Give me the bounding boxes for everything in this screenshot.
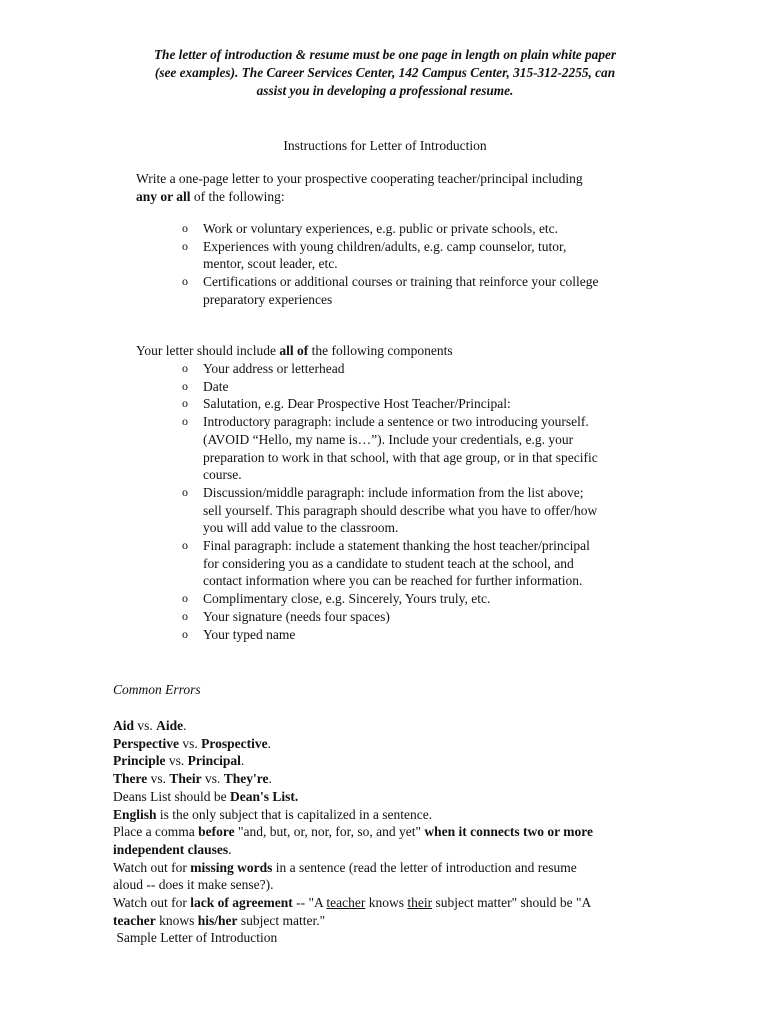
error-term: independent clauses [113, 841, 229, 857]
list-item-text: for considering you as a candidate to student teach at the school, and [203, 555, 574, 571]
list-item-text: contact information where you can be reached for further information. [203, 573, 583, 589]
sample-letter-heading: Sample Letter of Introduction [113, 930, 278, 946]
list-item-text: course. [203, 467, 242, 483]
instructions-title: Instructions for Letter of Introduction [283, 138, 487, 153]
list-item-text: preparation to work in that school, with that age group, or in that specific [203, 449, 598, 465]
error-term: Dean's List. [230, 788, 299, 804]
list-item [182, 395, 598, 413]
error-text: Place a comma [113, 824, 199, 840]
error-text: "and, but, or, nor, for, so, and yet" [234, 824, 425, 840]
error-term: before [198, 824, 235, 840]
list-item-text: o Date [203, 378, 229, 394]
components-bold: all of [279, 343, 309, 358]
error-term: Principle [113, 753, 166, 769]
error-term: when it connects two or more [424, 824, 593, 840]
list-item-text: o Salutation, e.g. Dear Prospective Host Teacher/Principal: [203, 396, 511, 412]
error-end: . [267, 735, 271, 751]
error-underlined: teacher [326, 895, 366, 911]
list-item-text: o Certifications or additional courses or training that reinforce your college [203, 274, 599, 290]
error-text: in a sentence (read the letter of introduction and resume [272, 859, 577, 875]
error-vs: vs. [134, 718, 157, 733]
list-item-text: o Final paragraph: include a statement thanking the host teacher/principal [203, 538, 590, 554]
error-agreement [113, 894, 593, 912]
list-item [182, 238, 599, 273]
error-term: Prospective [201, 735, 268, 751]
intro-line [136, 188, 583, 206]
error-underlined: their [407, 895, 433, 911]
components-pre: Your letter should include [136, 343, 280, 358]
error-comma-cont [113, 841, 593, 859]
intro-paragraph [136, 170, 583, 205]
common-errors-title: Common Errors [113, 682, 201, 697]
error-missing [113, 859, 593, 877]
error-text: knows [365, 895, 408, 911]
error-text: subject matter" should be "A [432, 895, 592, 911]
error-text: Deans List should be [113, 788, 230, 804]
intro-rest: of the following: [190, 188, 285, 204]
components-post: the following components [308, 343, 453, 358]
error-text: -- "A [292, 895, 327, 911]
error-vs: vs. [201, 771, 224, 787]
error-term: Their [169, 771, 202, 787]
error-text: is the only subject that is capitalized in a sentence. [156, 806, 433, 822]
error-end: . [240, 753, 245, 769]
common-errors-list [113, 717, 593, 947]
error-deans [113, 788, 593, 806]
error-perspective [113, 735, 593, 753]
list-item-text: o Your signature (needs four spaces) [203, 608, 390, 624]
list-item [182, 220, 599, 238]
header-line: (see examples). The Career Services Center, 142 Campus Center, 315-312-2255, can [154, 65, 616, 80]
list-item-text: o Experiences with young children/adults, e.g. camp counselor, tutor, [203, 238, 567, 254]
error-comma [113, 823, 593, 841]
intro-bold: any or all [136, 188, 191, 204]
list-item [182, 378, 598, 396]
list-item-text: (AVOID “Hello, my name is…”). Include your credentials, e.g. your [203, 431, 574, 447]
list-item-text: you will add value to the classroom. [203, 520, 399, 536]
error-term: teacher [113, 912, 156, 928]
error-term: Aide [156, 718, 184, 733]
experience-list [182, 220, 599, 309]
list-item-text: o Your typed name [203, 626, 296, 642]
list-item [182, 273, 599, 308]
error-principle [113, 752, 593, 770]
error-vs: vs. [165, 753, 188, 769]
components-intro [136, 342, 453, 360]
error-end: . [183, 718, 187, 733]
list-item-text: sell yourself. This paragraph should describe what you have to offer/how [203, 502, 598, 518]
error-aid [113, 717, 593, 735]
list-item [182, 590, 598, 608]
error-text: Watch out for [113, 895, 191, 911]
header-line: The letter of introduction & resume must be one page in length on plain white paper [153, 47, 617, 62]
list-item [182, 413, 598, 484]
error-term: They're [223, 771, 269, 787]
header-notice [110, 46, 660, 100]
list-item-text: o Discussion/middle paragraph: include information from the list above; [203, 484, 584, 500]
error-term: There [113, 771, 148, 787]
list-item-text: preparatory experiences [203, 291, 333, 307]
components-list [182, 360, 598, 643]
list-item-text: o Introductory paragraph: include a sentence or two introducing yourself. [203, 414, 589, 430]
header-line: assist you in developing a professional resume. [256, 83, 514, 98]
list-item [182, 537, 598, 590]
error-term: missing words [190, 859, 273, 875]
error-missing-cont: aloud -- does it make sense?). [113, 877, 274, 893]
list-item [182, 484, 598, 537]
error-english [113, 806, 593, 824]
error-end: . [268, 771, 272, 787]
intro-line: Write a one-page letter to your prospective cooperating teacher/principal including [136, 171, 583, 186]
error-text: Watch out for [113, 859, 191, 875]
list-item-text: o Complimentary close, e.g. Sincerely, Yours truly, etc. [203, 591, 491, 607]
list-item-text: o Work or voluntary experiences, e.g. public or private schools, etc. [203, 221, 559, 236]
error-vs: vs. [147, 771, 170, 787]
list-item [182, 360, 598, 378]
error-term: Perspective [113, 735, 179, 751]
error-term: his/her [197, 912, 238, 928]
list-item-text: mentor, scout leader, etc. [203, 256, 338, 272]
error-term: lack of agreement [190, 895, 293, 911]
error-agreement-cont [113, 912, 593, 930]
error-term: Principal [187, 753, 241, 769]
error-term: Aid [113, 718, 135, 733]
error-term: English [113, 806, 157, 822]
error-text: subject matter." [237, 912, 326, 928]
error-end: . [228, 841, 232, 857]
error-text: knows [155, 912, 198, 928]
list-item [182, 626, 598, 644]
list-item [182, 608, 598, 626]
list-item-text: o Your address or letterhead [203, 361, 345, 376]
error-there [113, 770, 593, 788]
error-vs: vs. [178, 735, 202, 751]
